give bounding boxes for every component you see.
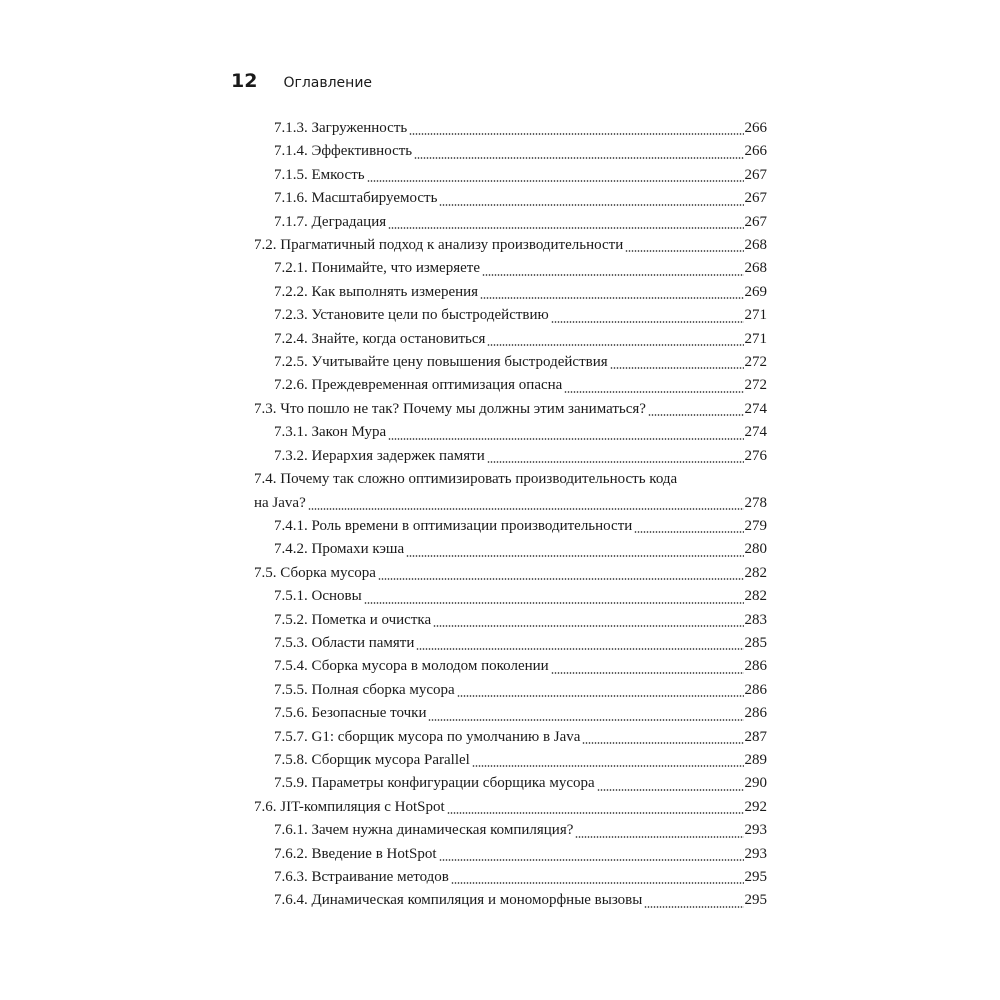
toc-entry-title: 7.5.9. Параметры конфигурации сборщика мусора	[274, 775, 595, 792]
toc-entry-page: 292	[744, 798, 767, 815]
dot-leader	[388, 227, 743, 229]
toc-section-entry	[254, 562, 767, 585]
toc-entry-page: 295	[744, 892, 767, 909]
toc-entry-title: 7.5.7. G1: сборщик мусора по умолчанию в Java	[274, 728, 581, 745]
dot-leader	[644, 906, 743, 908]
toc-entry-page: 266	[744, 143, 767, 160]
dot-leader	[551, 672, 744, 674]
dot-leader	[472, 765, 744, 767]
toc-subsection-entry	[254, 328, 767, 351]
toc-subsection-entry	[254, 726, 767, 749]
toc-subsection-entry	[254, 374, 767, 397]
toc-entry-page: 268	[744, 260, 767, 277]
toc-entry-title: 7.5.6. Безопасные точки	[274, 705, 427, 722]
toc-entry-page: 274	[744, 400, 767, 417]
toc-entry-page: 269	[744, 283, 767, 300]
toc-section-entry	[254, 468, 767, 515]
toc-subsection-entry	[254, 304, 767, 327]
toc-subsection-entry	[254, 749, 767, 772]
toc-subsection-entry	[254, 117, 767, 140]
toc-entry-title: 7.5.2. Пометка и очистка	[274, 611, 432, 628]
toc-entry-title: 7.3. Что пошло не так? Почему мы должны этим заниматься?	[254, 400, 646, 417]
toc-entry-title: 7.4.2. Промахи кэша	[274, 541, 405, 558]
dot-leader	[625, 250, 743, 252]
toc-subsection-entry	[254, 281, 767, 304]
toc-entry-page: 282	[744, 588, 767, 605]
toc-entry-title: 7.2.5. Учитывайте цену повышения быстродействия	[274, 354, 608, 371]
dot-leader	[416, 648, 743, 650]
toc-entry-title: 7.6.3. Встраивание методов	[274, 869, 449, 885]
page-number: 12	[231, 70, 258, 92]
toc-entry-title: 7.2.3. Установите цели по быстродействию	[274, 307, 549, 324]
dot-leader	[480, 297, 743, 299]
toc-entry-page: 279	[744, 517, 767, 534]
toc-subsection-entry	[254, 187, 767, 210]
toc-subsection-entry	[254, 538, 767, 561]
toc-entry-page: 286	[744, 658, 767, 675]
toc-subsection-entry	[254, 211, 767, 234]
toc-entry-title: на Java?	[254, 494, 306, 511]
toc-entry-title: 7.2.6. Преждевременная оптимизация опасна	[274, 377, 563, 394]
toc-entry-title: 7.6.4. Динамическая компиляция и мономорфные вызовы	[274, 892, 643, 909]
dot-leader	[406, 555, 743, 557]
toc-subsection-entry	[254, 679, 767, 702]
toc-section-entry	[254, 796, 767, 819]
running-title: Оглавление	[283, 75, 373, 91]
toc-entry-page: 278	[744, 494, 767, 511]
dot-leader	[433, 625, 743, 627]
toc-entry-title: 7.5. Сборка мусора	[254, 564, 376, 581]
toc-entry-title: 7.1.4. Эффективность	[274, 143, 413, 160]
toc-entry-title: 7.1.6. Масштабируемость	[274, 190, 438, 207]
dot-leader	[487, 461, 744, 463]
dot-leader	[634, 531, 743, 533]
toc-entry-title: 7.5.5. Полная сборка мусора	[274, 681, 455, 698]
toc-subsection-entry	[254, 445, 767, 468]
dot-leader	[575, 836, 743, 838]
toc-section-entry	[254, 234, 767, 257]
toc-entry-title: 7.5.3. Области памяти	[274, 634, 415, 651]
dot-leader	[597, 789, 744, 791]
toc-subsection-entry	[254, 609, 767, 632]
dot-leader	[364, 602, 744, 604]
toc-entry-title: 7.2.1. Понимайте, что измеряете	[274, 260, 480, 277]
toc-entry-page: 267	[744, 190, 767, 207]
toc-entry-title: 7.5.4. Сборка мусора в молодом поколении	[274, 658, 549, 675]
running-header	[231, 70, 372, 92]
table-of-contents	[254, 117, 767, 913]
toc-entry-page: 268	[744, 237, 767, 254]
toc-entry-page: 276	[744, 447, 767, 464]
dot-leader	[388, 438, 743, 440]
dot-leader	[428, 719, 743, 721]
toc-entry-page: 274	[744, 424, 767, 441]
toc-section-entry	[254, 398, 767, 421]
toc-entry-page: 267	[744, 213, 767, 230]
dot-leader	[610, 367, 744, 369]
toc-subsection-entry	[254, 515, 767, 538]
toc-entry-page: 289	[744, 751, 767, 768]
toc-entry-page: 293	[744, 845, 767, 862]
toc-entry-page: 293	[744, 822, 767, 839]
toc-subsection-entry	[254, 819, 767, 842]
toc-entry-page: 286	[744, 705, 767, 722]
toc-subsection-entry	[254, 889, 767, 912]
toc-entry-title: 7.4.1. Роль времени в оптимизации производительности	[274, 517, 633, 534]
toc-entry-title: 7.1.7. Деградация	[274, 213, 387, 230]
dot-leader	[439, 204, 743, 206]
toc-entry-title: 7.1.3. Загруженность	[274, 120, 408, 136]
toc-entry-title: 7.2.4. Знайте, когда остановиться	[274, 330, 486, 347]
dot-leader	[648, 414, 744, 416]
toc-entry-title: 7.5.8. Сборщик мусора Parallel	[274, 751, 470, 768]
toc-entry-title: 7.3.1. Закон Мура	[274, 424, 387, 441]
toc-subsection-entry	[254, 655, 767, 678]
toc-entry-page: 271	[744, 307, 767, 324]
toc-entry-page: 271	[744, 330, 767, 347]
toc-subsection-entry	[254, 140, 767, 163]
toc-subsection-entry	[254, 351, 767, 374]
toc-entry-title: 7.6. JIT-компиляция с HotSpot	[254, 798, 445, 815]
toc-subsection-entry	[254, 632, 767, 655]
toc-entry-title: 7.3.2. Иерархия задержек памяти	[274, 447, 485, 464]
dot-leader	[447, 812, 744, 814]
toc-entry-title: 7.1.5. Емкость	[274, 166, 365, 183]
dot-leader	[457, 695, 744, 697]
toc-entry-title: 7.6.2. Введение в HotSpot	[274, 845, 437, 862]
toc-entry-page: 272	[744, 354, 767, 371]
dot-leader	[367, 180, 744, 182]
toc-entry-title-line: 7.4. Почему так сложно оптимизировать производительность кода	[254, 471, 678, 488]
toc-entry-page: 266	[744, 120, 767, 136]
toc-subsection-entry	[254, 257, 767, 280]
toc-entry-page: 285	[744, 634, 767, 651]
dot-leader	[582, 742, 743, 744]
dot-leader	[378, 578, 744, 580]
dot-leader	[308, 508, 744, 510]
dot-leader	[414, 157, 743, 159]
dot-leader	[409, 133, 743, 135]
toc-subsection-entry	[254, 772, 767, 795]
toc-subsection-entry	[254, 164, 767, 187]
toc-entry-page: 295	[744, 869, 767, 885]
toc-entry-page: 283	[744, 611, 767, 628]
dot-leader	[451, 882, 744, 884]
dot-leader	[482, 274, 744, 276]
toc-entry-page: 282	[744, 564, 767, 581]
toc-entry-title: 7.2. Прагматичный подход к анализу производительности	[254, 237, 624, 254]
toc-entry-page: 280	[744, 541, 767, 558]
toc-subsection-entry	[254, 843, 767, 866]
dot-leader	[487, 344, 743, 346]
toc-entry-page: 286	[744, 681, 767, 698]
dot-leader	[551, 321, 744, 323]
toc-entry-title: 7.6.1. Зачем нужна динамическая компиляция?	[274, 822, 574, 839]
dot-leader	[564, 391, 743, 393]
toc-subsection-entry	[254, 585, 767, 608]
toc-entry-title: 7.5.1. Основы	[274, 588, 362, 605]
toc-entry-title: 7.2.2. Как выполнять измерения	[274, 283, 479, 300]
toc-entry-page: 290	[744, 775, 767, 792]
toc-entry-last-line	[254, 492, 767, 515]
toc-entry-page: 287	[744, 728, 767, 745]
toc-subsection-entry	[254, 421, 767, 444]
toc-entry-page: 272	[744, 377, 767, 394]
toc-entry-page: 267	[744, 166, 767, 183]
toc-subsection-entry	[254, 866, 767, 889]
dot-leader	[439, 859, 744, 861]
toc-subsection-entry	[254, 702, 767, 725]
